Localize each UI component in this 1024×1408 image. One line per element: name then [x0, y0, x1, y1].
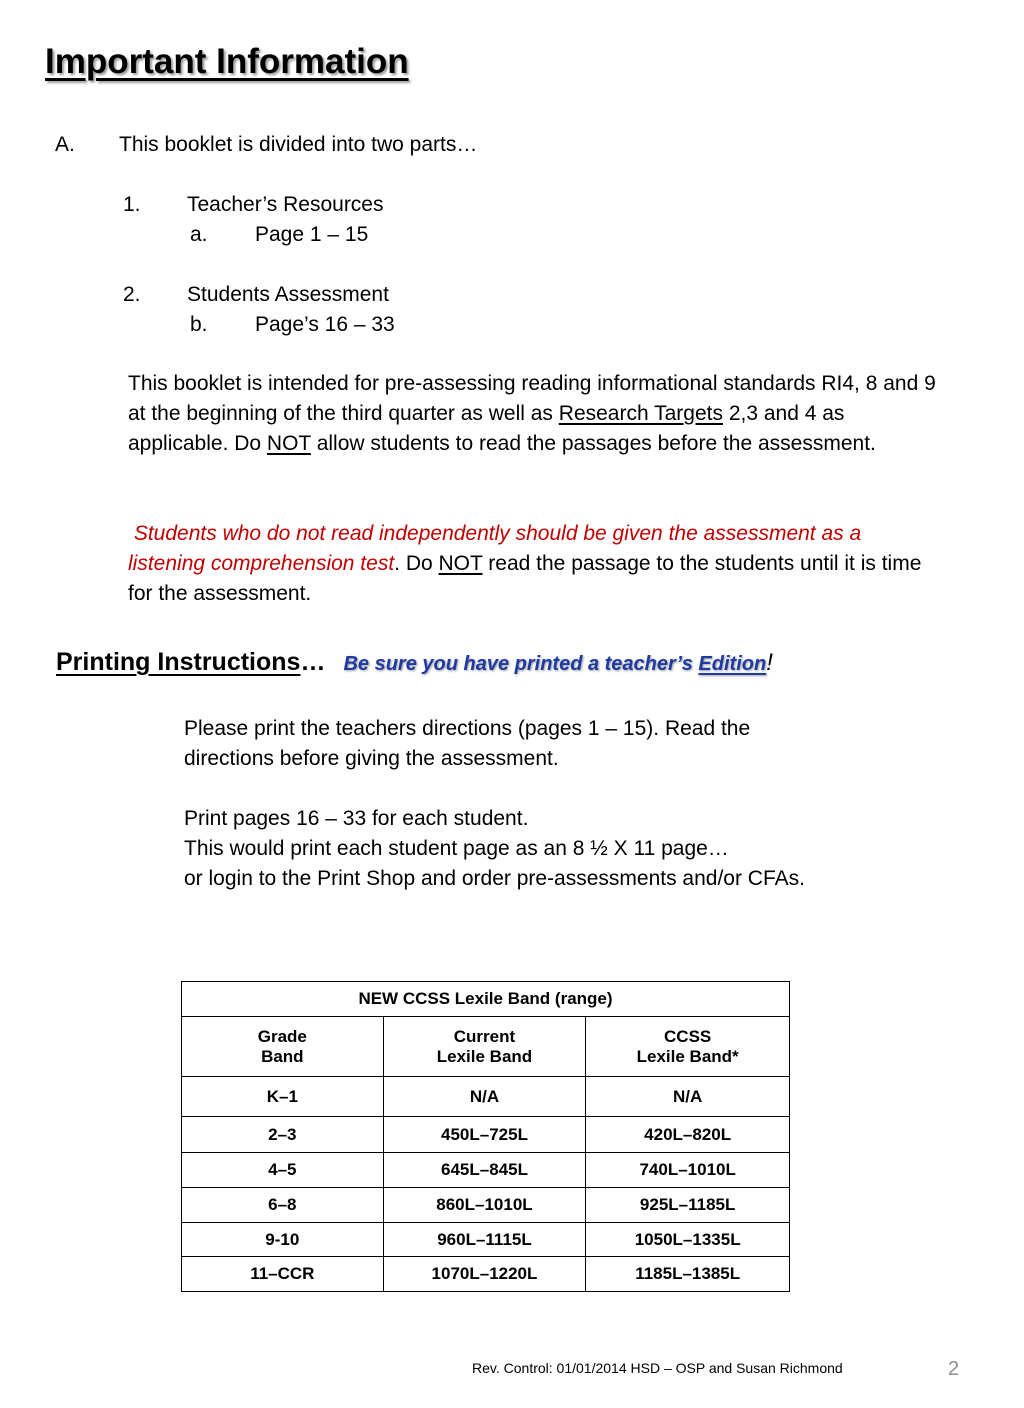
table-header: Current Lexile Band: [383, 1017, 586, 1077]
table-cell: 9-10: [182, 1223, 384, 1257]
table-cell: 860L–1010L: [383, 1188, 586, 1223]
part-2-name: Students Assessment: [187, 283, 389, 306]
part-1-sub-marker: a.: [190, 223, 208, 246]
page-title: Important Information: [45, 42, 409, 81]
teacher-edition-note: Be sure you have printed a teacher’s Edition: [343, 653, 767, 675]
part-1-number: 1.: [123, 193, 141, 216]
table-header: CCSS Lexile Band*: [586, 1017, 790, 1077]
table-row: [182, 1188, 790, 1223]
print-line: This would print each student page as an 8 ½ X 11 page…: [184, 837, 729, 860]
part-1-name: Teacher’s Resources: [187, 193, 384, 216]
listening-paragraph: Students who do not read independently should be given the assessment as a listening comprehension test. Do NOT read the passage to the students until it is time for the assessment.: [128, 522, 922, 605]
part-2-number: 2.: [123, 283, 141, 306]
table-cell: 645L–845L: [383, 1153, 586, 1188]
research-targets-text: Research Targets: [558, 402, 723, 425]
part-2-pages: Page’s 16 – 33: [255, 313, 395, 336]
table-cell: N/A: [383, 1077, 586, 1117]
printing-heading: Printing Instructions… Be sure you have printed a teacher’s Edition!: [56, 648, 773, 676]
section-a-text: This booklet is divided into two parts…: [119, 133, 478, 156]
lexile-band-table: [181, 981, 790, 1292]
table-cell: 450L–725L: [383, 1117, 586, 1153]
not-emphasis: NOT: [266, 432, 311, 455]
table-cell: 1050L–1335L: [586, 1223, 790, 1257]
table-caption: NEW CCSS Lexile Band (range): [182, 982, 790, 1017]
intro-paragraph: This booklet is intended for pre-assessing reading informational standards RI4, 8 and 9 at the beginning of the third quarter as well as Research Targets 2,3 and 4 as applicable. Do NOT allow students to read the passages before the assessment.: [128, 372, 936, 455]
print-line: Print pages 16 – 33 for each student.: [184, 807, 529, 830]
table-row: [182, 1077, 790, 1117]
table-row: [182, 1153, 790, 1188]
section-a-marker: A.: [55, 133, 75, 156]
table-cell: 11–CCR: [182, 1257, 384, 1292]
table-cell: 6–8: [182, 1188, 384, 1223]
table-cell: 1070L–1220L: [383, 1257, 586, 1292]
table-cell: 420L–820L: [586, 1117, 790, 1153]
print-line: Please print the teachers directions (pages 1 – 15). Read the: [184, 717, 751, 740]
not-emphasis: NOT: [438, 552, 483, 575]
print-line: or login to the Print Shop and order pre-assessments and/or CFAs.: [184, 867, 805, 890]
table-cell: 925L–1185L: [586, 1188, 790, 1223]
table-cell: 960L–1115L: [383, 1223, 586, 1257]
part-1-pages: Page 1 – 15: [255, 223, 369, 246]
table-row: [182, 1223, 790, 1257]
revision-control: Rev. Control: 01/01/2014 HSD – OSP and Susan Richmond: [472, 1360, 843, 1376]
table-cell: 740L–1010L: [586, 1153, 790, 1188]
part-2-sub-marker: b.: [190, 313, 208, 336]
table-cell: K–1: [182, 1077, 384, 1117]
table-cell: 4–5: [182, 1153, 384, 1188]
print-line: directions before giving the assessment.: [184, 747, 559, 770]
table-cell: 2–3: [182, 1117, 384, 1153]
table-row: [182, 1257, 790, 1292]
table-header: Grade Band: [182, 1017, 384, 1077]
table-row: [182, 1117, 790, 1153]
table-cell: 1185L–1385L: [586, 1257, 790, 1292]
page-number: 2: [948, 1358, 960, 1380]
table-cell: N/A: [586, 1077, 790, 1117]
listening-warning: Students who do not read independently should be given the assessment as a listening comprehension test: [128, 522, 862, 575]
